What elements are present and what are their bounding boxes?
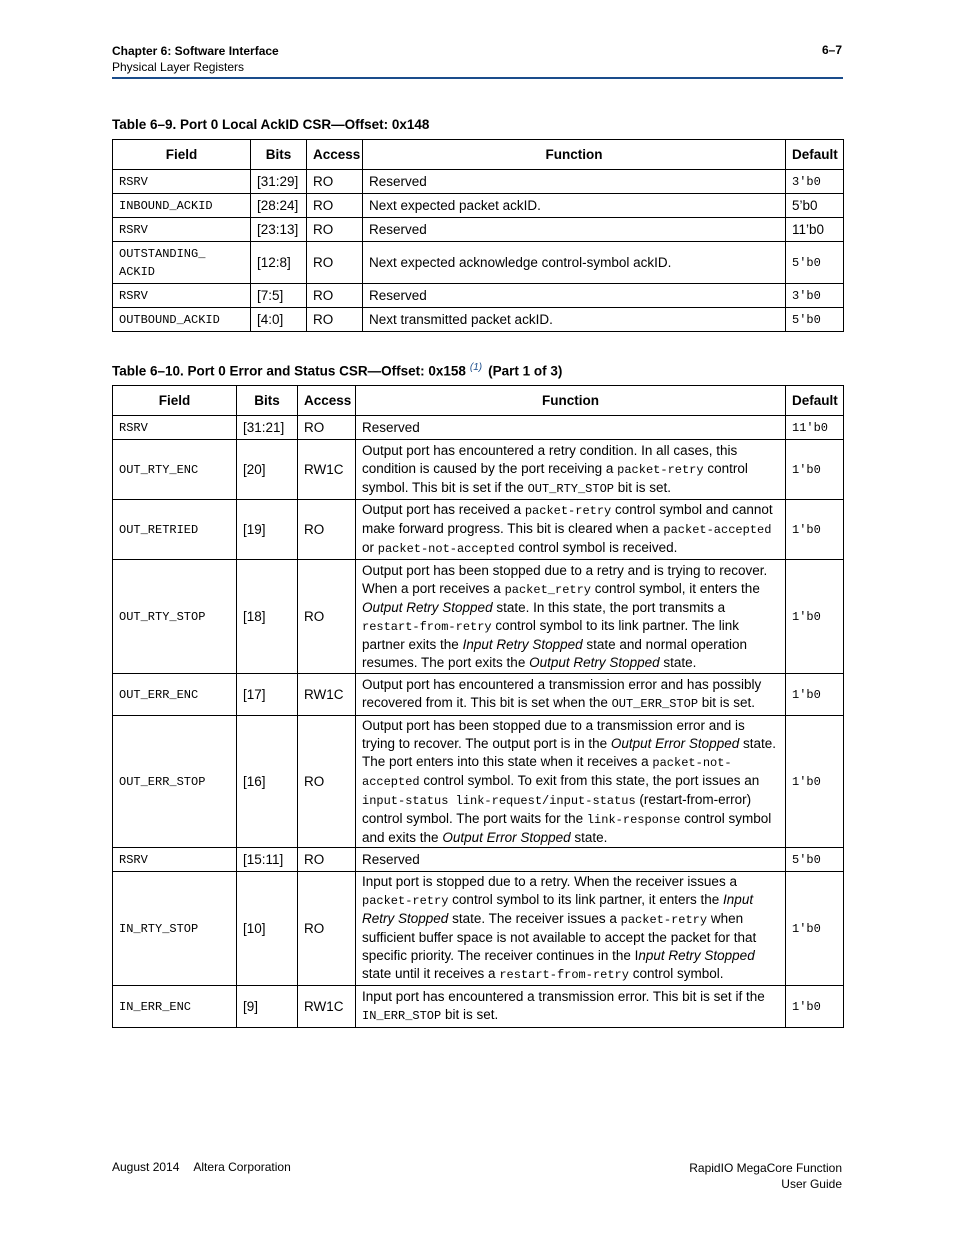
column-header-access: Access xyxy=(298,386,356,416)
bits-cell: [15:11] xyxy=(237,848,298,872)
access-cell: RO xyxy=(307,308,363,332)
function-text: state. The port enters into this state when it receives a xyxy=(362,735,776,769)
column-header-function: Function xyxy=(356,386,786,416)
function-cell: Next transmitted packet ackID. xyxy=(363,308,786,332)
field-cell: IN_ERR_ENC xyxy=(113,986,237,1028)
default-cell: 1'b0 xyxy=(786,872,844,986)
field-cell: OUT_RETRIED xyxy=(113,500,237,560)
access-cell: RW1C xyxy=(298,674,356,716)
bits-cell: [12:8] xyxy=(251,242,307,284)
code-text: packet-retry xyxy=(617,462,704,477)
table2-title: Table 6–10. Port 0 Error and Status CSR—Offset: 0x158 xyxy=(112,363,466,379)
footnote-link[interactable]: (1) xyxy=(469,362,483,373)
function-cell: Reserved xyxy=(363,170,786,194)
default-cell: 5'b0 xyxy=(786,308,844,332)
section-title: Physical Layer Registers xyxy=(112,60,245,74)
function-cell xyxy=(356,716,786,848)
footer-left xyxy=(112,1160,305,1174)
code-text: input-status link-request/input-status xyxy=(362,793,636,808)
italic-text: Input Retry Stopped xyxy=(362,892,754,926)
default-cell: 11'b0 xyxy=(786,416,844,440)
table-row xyxy=(113,674,844,716)
function-text: control symbol and exits the xyxy=(362,810,772,845)
function-cell: Next expected packet ackID. xyxy=(363,194,786,218)
field-cell: OUT_ERR_STOP xyxy=(113,716,237,848)
code-text: packet-not-accepted xyxy=(377,542,515,556)
table-row xyxy=(113,170,844,194)
access-cell: RO xyxy=(298,560,356,674)
footer-product: RapidIO MegaCore Function xyxy=(689,1161,842,1175)
table-row xyxy=(113,194,844,218)
code-text: IN_ERR_STOP xyxy=(362,1009,442,1023)
table-row xyxy=(113,440,844,500)
access-cell: RO xyxy=(298,716,356,848)
function-cell xyxy=(356,440,786,500)
access-cell: RO xyxy=(307,284,363,308)
table-row xyxy=(113,284,844,308)
default-cell: 5'b0 xyxy=(786,848,844,872)
default-cell: 5'b0 xyxy=(786,242,844,284)
code-text: packet-not-accepted xyxy=(362,755,732,789)
function-text: state and normal operation resumes. The port exits the xyxy=(362,636,747,670)
field-cell: OUTSTANDING_ ACKID xyxy=(113,242,251,284)
table-header-row xyxy=(113,386,844,416)
italic-text: Output Retry Stopped xyxy=(529,654,660,670)
function-text: Input port is stopped due to a retry. When the receiver issues a xyxy=(362,874,737,889)
table-error-status xyxy=(112,385,844,1028)
table-row xyxy=(113,218,844,242)
footer-right xyxy=(689,1160,842,1192)
table-row xyxy=(113,560,844,674)
table-row xyxy=(113,308,844,332)
function-text: control symbol. To exit from this state, the port issues an xyxy=(419,772,760,788)
table2-caption xyxy=(112,362,562,379)
italic-text: Output Retry Stopped xyxy=(362,599,493,615)
function-text: state until it receives a xyxy=(362,966,500,981)
footer-date: August 2014 xyxy=(112,1160,180,1174)
default-cell: 1'b0 xyxy=(786,500,844,560)
italic-text: Output Error Stopped xyxy=(610,735,740,751)
default-cell: 1'b0 xyxy=(786,674,844,716)
field-cell: RSRV xyxy=(113,170,251,194)
default-cell: 1'b0 xyxy=(786,986,844,1028)
field-cell: RSRV xyxy=(113,284,251,308)
bits-cell: [18] xyxy=(237,560,298,674)
function-text: Output port has been stopped due to a retry and is trying to recover. When a port receives a xyxy=(362,562,768,596)
access-cell: RO xyxy=(307,242,363,284)
column-header-function: Function xyxy=(363,140,786,170)
table-row xyxy=(113,872,844,986)
bits-cell: [7:5] xyxy=(251,284,307,308)
page-number: 6–7 xyxy=(821,43,842,57)
italic-text: Output Error Stopped xyxy=(442,829,571,845)
running-header xyxy=(112,43,279,75)
default-cell: 11’b0 xyxy=(786,218,844,242)
function-text: bit is set. xyxy=(613,479,672,495)
field-cell: INBOUND_ACKID xyxy=(113,194,251,218)
access-cell: RO xyxy=(298,848,356,872)
footer-company: Altera Corporation xyxy=(193,1160,291,1174)
default-cell: 5’b0 xyxy=(786,194,844,218)
table-row xyxy=(113,416,844,440)
access-cell: RW1C xyxy=(298,986,356,1028)
function-cell xyxy=(356,674,786,716)
bits-cell: [16] xyxy=(237,716,298,848)
field-cell: OUT_ERR_ENC xyxy=(113,674,237,716)
field-cell: RSRV xyxy=(113,218,251,242)
code-text: packet-accepted xyxy=(663,523,772,537)
default-cell: 1'b0 xyxy=(786,440,844,500)
table1-caption: Table 6–9. Port 0 Local AckID CSR—Offset: 0x148 xyxy=(112,117,430,132)
chapter-title: Chapter 6: Software Interface xyxy=(112,44,279,58)
table-local-ackid xyxy=(112,139,844,332)
code-text: OUT_ERR_STOP xyxy=(611,697,699,711)
table-row xyxy=(113,716,844,848)
column-header-access: Access xyxy=(307,140,363,170)
bits-cell: [23:13] xyxy=(251,218,307,242)
field-cell: RSRV xyxy=(113,416,237,440)
default-cell: 3'b0 xyxy=(786,170,844,194)
column-header-field: Field xyxy=(113,386,237,416)
function-cell: Reserved xyxy=(363,218,786,242)
function-cell xyxy=(356,872,786,986)
function-text: bit is set. xyxy=(698,695,756,710)
code-text: restart-from-retry xyxy=(362,619,492,634)
field-cell: IN_RTY_STOP xyxy=(113,872,237,986)
function-cell xyxy=(356,416,786,440)
code-text: OUT_RTY_STOP xyxy=(527,481,614,496)
column-header-field: Field xyxy=(113,140,251,170)
table-header-row xyxy=(113,140,844,170)
column-header-default: Default xyxy=(786,386,844,416)
header-rule xyxy=(112,77,843,79)
table-row xyxy=(113,986,844,1028)
function-cell: Next expected acknowledge control-symbol ackID. xyxy=(363,242,786,284)
function-text: control symbol, it enters the xyxy=(591,580,760,596)
italic-text: Input Retry Stopped xyxy=(462,636,583,652)
column-header-bits: Bits xyxy=(237,386,298,416)
function-text: state. In this state, the port transmits a xyxy=(492,599,726,615)
italic-text: nput Retry Stopped xyxy=(638,948,755,963)
default-cell: 3'b0 xyxy=(786,284,844,308)
access-cell: RO xyxy=(307,218,363,242)
function-text: control symbol and cannot make forward progress. This bit is cleared when a xyxy=(362,502,773,536)
function-text: Reserved xyxy=(362,851,420,867)
table-row xyxy=(113,848,844,872)
code-text: packet-retry xyxy=(524,504,612,518)
bits-cell: [19] xyxy=(237,500,298,560)
function-cell xyxy=(356,500,786,560)
function-text: Output port has encountered a retry condition. In all cases, this condition is caused by the port receiving a xyxy=(362,442,738,476)
bits-cell: [10] xyxy=(237,872,298,986)
field-cell: OUT_RTY_ENC xyxy=(113,440,237,500)
bits-cell: [9] xyxy=(237,986,298,1028)
field-cell: RSRV xyxy=(113,848,237,872)
footer-doc: User Guide xyxy=(781,1177,842,1191)
function-text: bit is set. xyxy=(441,1007,499,1022)
access-cell: RO xyxy=(307,170,363,194)
function-text: control symbol is received. xyxy=(514,540,678,555)
table2-part: (Part 1 of 3) xyxy=(488,363,563,379)
function-cell xyxy=(356,560,786,674)
function-text: or xyxy=(362,540,378,555)
function-cell xyxy=(356,986,786,1028)
function-text: control symbol. xyxy=(628,966,724,981)
function-text: (restart-from-error) control symbol. The port waits for the xyxy=(362,791,752,826)
bits-cell: [31:29] xyxy=(251,170,307,194)
function-cell xyxy=(356,848,786,872)
function-text: state. The receiver issues a xyxy=(448,911,621,926)
bits-cell: [4:0] xyxy=(251,308,307,332)
function-text: Input port has encountered a transmission error. This bit is set if the xyxy=(362,989,765,1004)
function-text: control symbol. This bit is set if the xyxy=(362,460,748,495)
access-cell: RO xyxy=(298,872,356,986)
code-text: link-response xyxy=(586,812,681,827)
access-cell: RO xyxy=(307,194,363,218)
access-cell: RW1C xyxy=(298,440,356,500)
field-cell: OUTBOUND_ACKID xyxy=(113,308,251,332)
default-cell: 1'b0 xyxy=(786,716,844,848)
access-cell: RO xyxy=(298,500,356,560)
function-text: state. xyxy=(659,654,697,670)
bits-cell: [31:21] xyxy=(237,416,298,440)
bits-cell: [20] xyxy=(237,440,298,500)
function-text: control symbol to its link partner, it enters the xyxy=(448,892,724,907)
bits-cell: [17] xyxy=(237,674,298,716)
table-row xyxy=(113,500,844,560)
function-text: when sufficient buffer space is not available to accept the packet for that specific priority. The receiver continues in the I xyxy=(362,911,757,963)
function-text: Output port has been stopped due to a transmission error and is trying to recover. The output port is in the xyxy=(362,717,745,751)
code-text: packet_retry xyxy=(504,582,591,597)
column-header-default: Default xyxy=(786,140,844,170)
code-text: packet-retry xyxy=(362,894,449,908)
field-cell: OUT_RTY_STOP xyxy=(113,560,237,674)
column-header-bits: Bits xyxy=(251,140,307,170)
function-text: Output port has encountered a transmission error and has possibly recovered from it. This bit is set when the xyxy=(362,677,762,710)
function-cell: Reserved xyxy=(363,284,786,308)
function-text: Reserved xyxy=(362,419,420,435)
function-text: Output port has received a xyxy=(362,502,525,517)
table-row xyxy=(113,242,844,284)
code-text: packet-retry xyxy=(620,913,708,927)
function-text: control symbol to its link partner. The link partner exits the xyxy=(362,617,739,652)
function-text: state. xyxy=(570,829,608,845)
bits-cell: [28:24] xyxy=(251,194,307,218)
access-cell: RO xyxy=(298,416,356,440)
default-cell: 1'b0 xyxy=(786,560,844,674)
code-text: restart-from-retry xyxy=(499,968,629,982)
